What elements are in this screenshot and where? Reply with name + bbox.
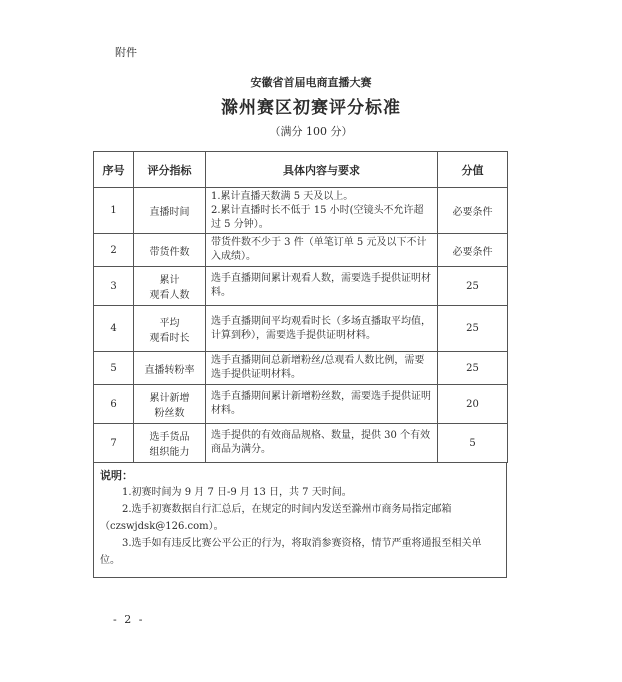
- row-content: 选手直播期间累计观看人数，需要选手提供证明材料。: [206, 267, 438, 306]
- row-score: 25: [438, 352, 508, 385]
- page-number: - 2 -: [113, 613, 145, 626]
- row-number: 4: [94, 306, 134, 352]
- column-header-no: 序号: [94, 152, 134, 188]
- row-number: 5: [94, 352, 134, 385]
- document-title: 滁州赛区初赛评分标准: [221, 98, 401, 118]
- column-header-score: 分值: [438, 152, 508, 188]
- row-score: 25: [438, 306, 508, 352]
- note-item: 2.选手初赛数据自行汇总后，在规定的时间内发送至滁州市商务局指定邮箱（czswjdsk@126.com）。: [100, 504, 452, 532]
- full-score-note: （满分 100 分）: [269, 125, 353, 138]
- annex-label: 附件: [115, 46, 137, 59]
- row-score: 20: [438, 385, 508, 424]
- row-score: 5: [438, 424, 508, 463]
- note-item: 1.初赛时间为 9 月 7 日-9 月 13 日，共 7 天时间。: [122, 487, 352, 498]
- notes-label: 说明：: [100, 469, 133, 482]
- row-indicator: 累计新增 粉丝数: [134, 385, 206, 424]
- note-item: 3.选手如有违反比赛公平公正的行为，将取消参赛资格，情节严重将通报至相关单位。: [100, 538, 482, 566]
- table-row: [94, 352, 508, 385]
- table-row: [94, 424, 508, 463]
- document-subtitle: 安徽省首届电商直播大赛: [250, 76, 372, 89]
- row-number: 3: [94, 267, 134, 306]
- row-number: 7: [94, 424, 134, 463]
- table-row: [94, 188, 508, 234]
- table-row: [94, 306, 508, 352]
- column-header-content: 具体内容与要求: [206, 152, 438, 188]
- column-header-indicator: 评分指标: [134, 152, 206, 188]
- row-content: 选手直播期间总新增粉丝/总观看人数比例，需要选手提供证明材料。: [206, 352, 438, 385]
- row-score: 必要条件: [438, 234, 508, 267]
- row-indicator: 平均 观看时长: [134, 306, 206, 352]
- table-row: [94, 234, 508, 267]
- row-content: 选手直播期间平均观看时长（多场直播取平均值，计算到秒），需要选手提供证明材料。: [206, 306, 438, 352]
- row-indicator: 带货件数: [134, 234, 206, 267]
- row-number: 2: [94, 234, 134, 267]
- row-indicator: 直播时间: [134, 188, 206, 234]
- row-content: 带货件数不少于 3 件（单笔订单 5 元及以下不计入成绩）。: [206, 234, 438, 267]
- row-content: 选手提供的有效商品规格、数量，提供 30 个有效商品为满分。: [206, 424, 438, 463]
- row-indicator: 直播转粉率: [134, 352, 206, 385]
- row-indicator: 选手货品 组织能力: [134, 424, 206, 463]
- table-header-row: [94, 152, 508, 188]
- scoring-table: [93, 151, 508, 463]
- row-number: 6: [94, 385, 134, 424]
- table-row: [94, 385, 508, 424]
- row-indicator: 累计 观看人数: [134, 267, 206, 306]
- row-score: 必要条件: [438, 188, 508, 234]
- row-content: 选手直播期间累计新增粉丝数，需要选手提供证明材料。: [206, 385, 438, 424]
- row-number: 1: [94, 188, 134, 234]
- row-content: 1.累计直播天数满 5 天及以上。 2.累计直播时长不低于 15 小时(空镜头不允许超过 5 分钟）。: [206, 188, 438, 234]
- table-row: [94, 267, 508, 306]
- notes-section: [93, 463, 507, 578]
- row-score: 25: [438, 267, 508, 306]
- scoring-table-container: [93, 151, 507, 578]
